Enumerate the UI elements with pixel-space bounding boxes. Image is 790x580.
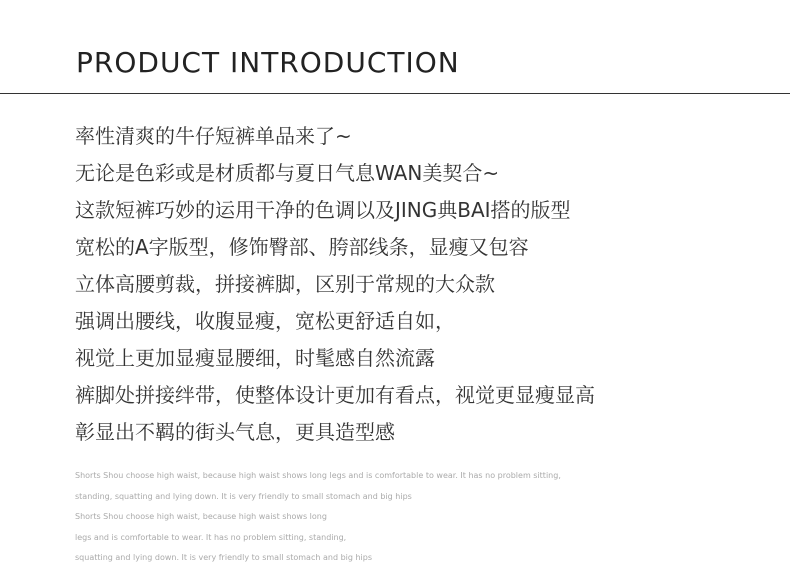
description-line: 无论是色彩或是材质都与夏日气息WAN美契合~ (75, 161, 500, 185)
english-line: standing, squatting and lying down. It is very friendly to small stomach and big hips (75, 491, 412, 501)
english-description (75, 466, 561, 569)
english-line: legs and is comfortable to wear. It has no problem sitting, standing, (75, 532, 347, 542)
description-line: 率性清爽的牛仔短裤单品来了~ (75, 124, 352, 148)
english-line: Shorts Shou choose high waist, because high waist shows long (75, 512, 327, 521)
description-line: 立体高腰剪裁，拼接裤脚，区别于常规的大众款 (75, 272, 495, 296)
description-line: 这款短裤巧妙的运用干净的色调以及JING典BAI搭的版型 (75, 198, 571, 222)
title-divider (0, 93, 790, 94)
chinese-description (75, 118, 595, 451)
description-line: 强调出腰线，收腹显瘦，宽松更舒适自如， (75, 309, 455, 333)
english-line: squatting and lying down. It is very friendly to small stomach and big hips (75, 553, 373, 562)
description-line: 裤脚处拼接绊带，使整体设计更加有看点，视觉更显瘦显高 (75, 383, 595, 407)
description-line: 彰显出不羁的街头气息，更具造型感 (75, 420, 395, 444)
english-line: Shorts Shou choose high waist, because high waist shows long legs and is comfortable to wear. It has no problem sitting, (75, 471, 561, 480)
description-line: 宽松的A字版型，修饰臀部、胯部线条，显瘦又包容 (75, 235, 529, 259)
description-line: 视觉上更加显瘦显腰细，时髦感自然流露 (75, 346, 435, 370)
section-title: PRODUCT INTRODUCTION (76, 46, 460, 79)
